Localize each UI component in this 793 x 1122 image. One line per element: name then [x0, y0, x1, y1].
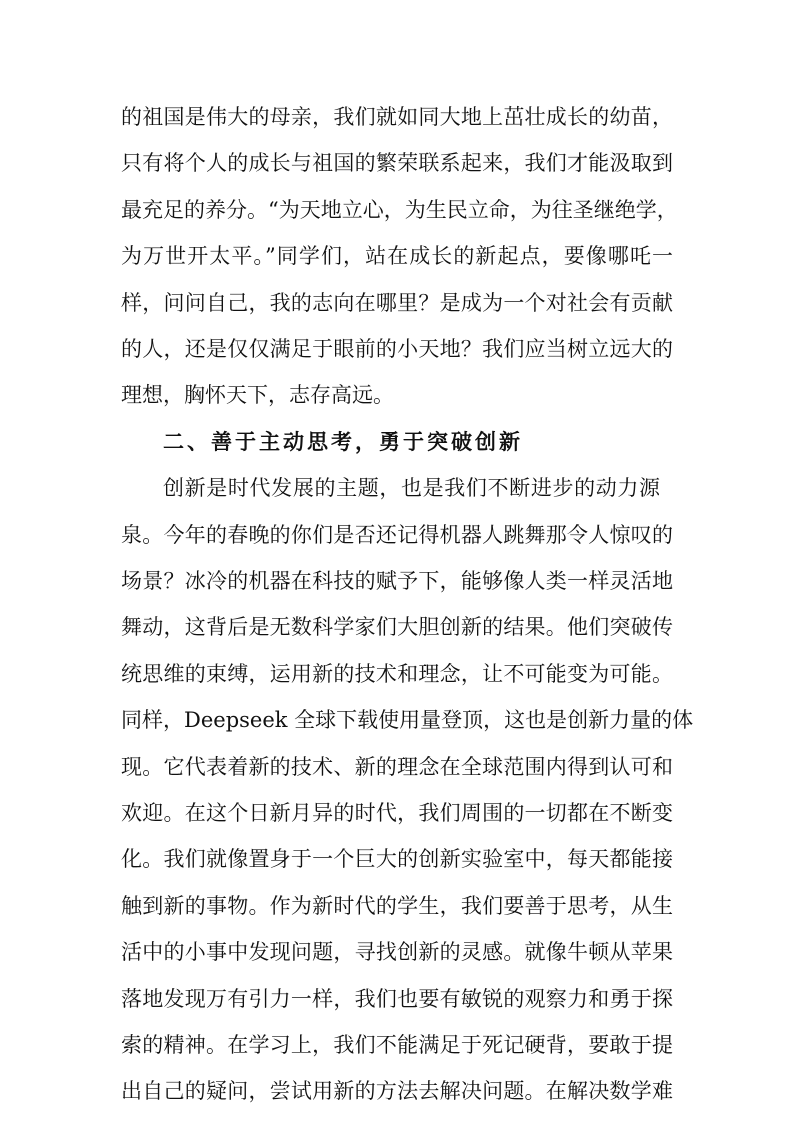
paragraph-line: 最充足的养分。“为天地立心，为生民立命，为往圣继绝学， — [121, 197, 678, 222]
paragraph-line: 索的精神。在学习上，我们不能满足于死记硬背，要敢于提 — [121, 1033, 673, 1057]
paragraph-line: 泉。今年的春晚的你们是否还记得机器人跳舞那令人惊叹的 — [121, 522, 673, 547]
paragraph-line: 化。我们就像置身于一个巨大的创新实验室中，每天都能接 — [121, 847, 673, 872]
paragraph-line: 现。它代表着新的技术、新的理念在全球范围内得到认可和 — [121, 754, 673, 779]
paragraph-line: 统思维的束缚，运用新的技术和理念，让不可能变为可能。 — [121, 661, 673, 686]
paragraph-line: 场景？冰冷的机器在科技的赋予下，能够像人类一样灵活地 — [121, 569, 673, 593]
paragraph-line: 出自己的疑问，尝试用新的方法去解决问题。在解决数学难 — [121, 1079, 673, 1104]
paragraph-line: 只有将个人的成长与祖国的繁荣联系起来，我们才能汲取到 — [121, 151, 673, 176]
paragraph-line: 理想，胸怀天下，志存高远。 — [121, 383, 394, 408]
paragraph-line: 触到新的事物。作为新时代的学生，我们要善于思考，从生 — [121, 893, 673, 918]
paragraph-line: 同样，Deepseek 全球下载使用量登顶，这也是创新力量的体 — [121, 708, 694, 733]
paragraph-line: 舞动，这背后是无数科学家们大胆创新的结果。他们突破传 — [121, 615, 673, 640]
paragraph-line: 为万世开太平。”同学们，站在成长的新起点，要像哪吒一 — [121, 244, 673, 269]
paragraph-line: 的人，还是仅仅满足于眼前的小天地？我们应当树立远大的 — [121, 337, 673, 361]
paragraph-line: 创新是时代发展的主题，也是我们不断进步的动力源 — [163, 476, 660, 501]
paragraph-line: 欢迎。在这个日新月异的时代，我们周围的一切都在不断变 — [121, 801, 673, 825]
paragraph-line: 样，问问自己，我的志向在哪里？是成为一个对社会有贡献 — [121, 290, 673, 315]
paragraph-line: 落地发现万有引力一样，我们也要有敏锐的观察力和勇于探 — [121, 986, 673, 1011]
paragraph-line: 的祖国是伟大的母亲，我们就如同大地上茁壮成长的幼苗， — [121, 105, 673, 129]
section-heading: 二、善于主动思考，勇于突破创新 — [163, 428, 523, 454]
paragraph-line: 活中的小事中发现问题，寻找创新的灵感。就像牛顿从苹果 — [121, 940, 673, 965]
